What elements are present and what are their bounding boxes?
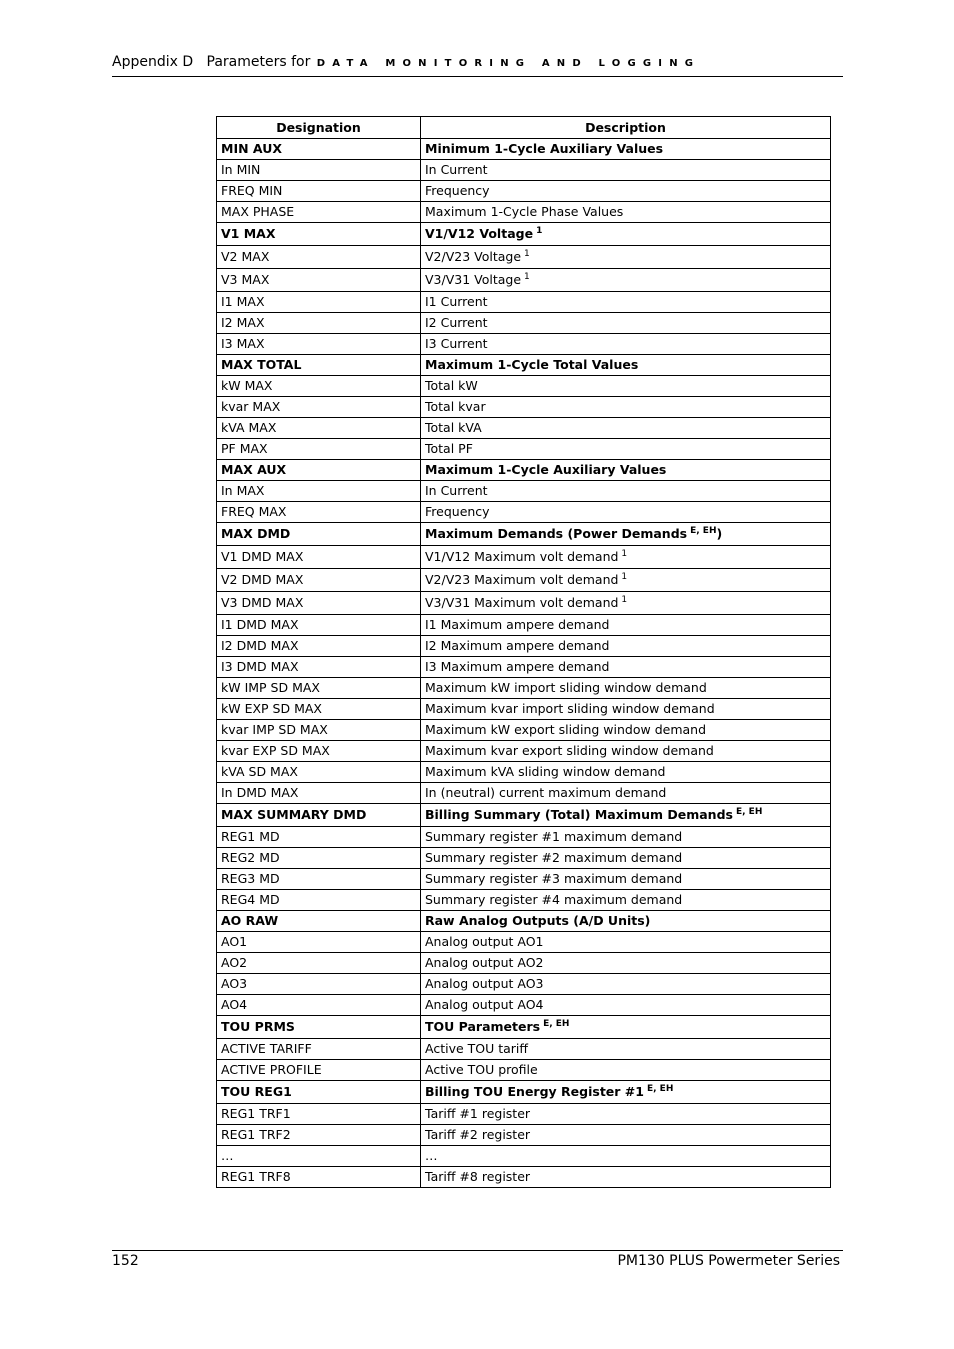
footnote-superscript: 1 [524, 249, 530, 259]
table-row [217, 1039, 831, 1060]
description-text: Analog output AO4 [425, 997, 544, 1012]
designation-cell: V1 DMD MAX [217, 546, 421, 569]
description-text: TOU Parameters [425, 1019, 541, 1034]
description-text: I1 Current [425, 294, 488, 309]
description-cell [421, 783, 831, 804]
table-row [217, 502, 831, 523]
description-text: In Current [425, 162, 488, 177]
table-row [217, 269, 831, 292]
description-cell [421, 502, 831, 523]
designation-cell: MAX TOTAL [217, 355, 421, 376]
table-row [217, 160, 831, 181]
description-cell [421, 1060, 831, 1081]
designation-cell: V3 MAX [217, 269, 421, 292]
table-row [217, 1125, 831, 1146]
description-cell [421, 1016, 831, 1039]
table-group-row [217, 911, 831, 932]
description-cell [421, 953, 831, 974]
description-cell [421, 932, 831, 953]
description-cell [421, 890, 831, 911]
footnote-superscript: E, EH [543, 1019, 570, 1029]
table-row [217, 292, 831, 313]
table-row [217, 699, 831, 720]
description-text: V1/V12 Voltage [425, 226, 534, 241]
designation-cell: kvar MAX [217, 397, 421, 418]
description-cell [421, 592, 831, 615]
page-number: 152 [112, 1253, 139, 1269]
table-row [217, 1167, 831, 1188]
designation-cell: MAX PHASE [217, 202, 421, 223]
description-cell [421, 657, 831, 678]
description-cell [421, 848, 831, 869]
description-cell [421, 804, 831, 827]
designation-cell: PF MAX [217, 439, 421, 460]
description-text: I3 Current [425, 336, 488, 351]
designation-cell: kW IMP SD MAX [217, 678, 421, 699]
description-cell [421, 762, 831, 783]
description-cell [421, 1081, 831, 1104]
description-cell [421, 1125, 831, 1146]
designation-cell: ACTIVE TARIFF [217, 1039, 421, 1060]
designation-cell: AO2 [217, 953, 421, 974]
footnote-superscript: 1 [536, 226, 543, 236]
table-row [217, 783, 831, 804]
table-group-row [217, 460, 831, 481]
designation-cell: MAX DMD [217, 523, 421, 546]
table-row [217, 741, 831, 762]
table-row [217, 615, 831, 636]
description-cell [421, 995, 831, 1016]
description-text: Active TOU tariff [425, 1041, 529, 1056]
table-row [217, 678, 831, 699]
description-cell [421, 397, 831, 418]
description-text: Maximum Demands (Power Demands [425, 526, 688, 541]
table-group-row [217, 355, 831, 376]
description-cell [421, 678, 831, 699]
description-text: In (neutral) current maximum demand [425, 785, 667, 800]
description-cell [421, 720, 831, 741]
designation-cell: AO RAW [217, 911, 421, 932]
designation-header: Designation [217, 117, 421, 139]
table-header-row [217, 117, 831, 139]
designation-cell: REG2 MD [217, 848, 421, 869]
description-text: I2 Maximum ampere demand [425, 638, 610, 653]
footnote-superscript: E, EH [646, 1084, 674, 1094]
designation-cell: MIN AUX [217, 139, 421, 160]
description-text: Maximum kW export sliding window demand [425, 722, 707, 737]
table-row [217, 481, 831, 502]
product-name: PM130 PLUS Powermeter Series [617, 1253, 840, 1269]
description-cell [421, 460, 831, 481]
footnote-superscript: 1 [524, 272, 530, 282]
designation-cell: TOU REG1 [217, 1081, 421, 1104]
description-cell [421, 546, 831, 569]
table-row [217, 418, 831, 439]
designation-cell: REG4 MD [217, 890, 421, 911]
description-cell [421, 223, 831, 246]
description-text: Maximum 1-Cycle Auxiliary Values [425, 462, 667, 477]
table-row [217, 334, 831, 355]
table-group-row [217, 523, 831, 546]
table-row [217, 246, 831, 269]
designation-cell: kVA SD MAX [217, 762, 421, 783]
table-row [217, 546, 831, 569]
appendix-label: Appendix D [112, 54, 194, 70]
description-text: Tariff #8 register [425, 1169, 531, 1184]
designation-cell: AO1 [217, 932, 421, 953]
description-text: I3 Maximum ampere demand [425, 659, 610, 674]
description-cell [421, 313, 831, 334]
table-row [217, 932, 831, 953]
table-row [217, 995, 831, 1016]
description-text: In Current [425, 483, 488, 498]
description-text: Summary register #3 maximum demand [425, 871, 683, 886]
table-row [217, 762, 831, 783]
table-row [217, 827, 831, 848]
designation-cell: REG1 TRF2 [217, 1125, 421, 1146]
description-text: Maximum kW import sliding window demand [425, 680, 707, 695]
description-cell [421, 699, 831, 720]
description-text: Billing TOU Energy Register #1 [425, 1084, 644, 1099]
designation-cell: AO3 [217, 974, 421, 995]
designation-cell: kvar IMP SD MAX [217, 720, 421, 741]
description-cell [421, 827, 831, 848]
designation-cell: REG3 MD [217, 869, 421, 890]
table-row [217, 397, 831, 418]
table-row [217, 569, 831, 592]
description-cell [421, 569, 831, 592]
table-row [217, 657, 831, 678]
designation-cell: REG1 TRF1 [217, 1104, 421, 1125]
description-text: V3/V31 Voltage [425, 272, 522, 287]
description-cell [421, 439, 831, 460]
header-title-spaced: DATA MONITORING AND LOGGING [316, 58, 701, 69]
description-cell [421, 355, 831, 376]
designation-cell: kW MAX [217, 376, 421, 397]
description-text: Frequency [425, 504, 490, 519]
description-text: Active TOU profile [425, 1062, 538, 1077]
table-row [217, 720, 831, 741]
table-row [217, 890, 831, 911]
description-cell [421, 523, 831, 546]
designation-cell: I3 DMD MAX [217, 657, 421, 678]
designation-cell: In MAX [217, 481, 421, 502]
description-text: Maximum kVA sliding window demand [425, 764, 666, 779]
table-row [217, 202, 831, 223]
designation-cell: MAX AUX [217, 460, 421, 481]
header-title-prefix: Parameters for [206, 54, 311, 70]
description-text: Total kVA [425, 420, 482, 435]
description-text: Maximum kvar import sliding window demand [425, 701, 715, 716]
description-text: V2/V23 Maximum volt demand [425, 572, 619, 587]
description-text: Total kW [425, 378, 478, 393]
parameters-table [216, 116, 831, 1188]
description-cell [421, 292, 831, 313]
description-cell [421, 911, 831, 932]
description-cell [421, 181, 831, 202]
description-cell [421, 741, 831, 762]
designation-cell: I1 MAX [217, 292, 421, 313]
description-text: Summary register #4 maximum demand [425, 892, 683, 907]
footnote-superscript: 1 [621, 549, 628, 559]
designation-cell: … [217, 1146, 421, 1167]
designation-cell: REG1 MD [217, 827, 421, 848]
description-cell [421, 636, 831, 657]
designation-cell: kVA MAX [217, 418, 421, 439]
table-group-row [217, 223, 831, 246]
description-cell [421, 869, 831, 890]
description-text: V3/V31 Maximum volt demand [425, 595, 619, 610]
description-text: Frequency [425, 183, 490, 198]
table-row [217, 376, 831, 397]
table-row [217, 1146, 831, 1167]
description-text: Maximum 1-Cycle Phase Values [425, 204, 624, 219]
description-text: Analog output AO2 [425, 955, 544, 970]
designation-cell: In DMD MAX [217, 783, 421, 804]
designation-cell: AO4 [217, 995, 421, 1016]
designation-cell: I1 DMD MAX [217, 615, 421, 636]
description-text: Maximum kvar export sliding window demand [425, 743, 714, 758]
description-cell [421, 1167, 831, 1188]
description-cell [421, 1039, 831, 1060]
description-text: Minimum 1-Cycle Auxiliary Values [425, 141, 664, 156]
description-text: V2/V23 Voltage [425, 249, 522, 264]
table-group-row [217, 139, 831, 160]
designation-cell: TOU PRMS [217, 1016, 421, 1039]
description-text: Maximum 1-Cycle Total Values [425, 357, 639, 372]
footer-divider [112, 1250, 843, 1251]
description-cell [421, 615, 831, 636]
description-cell [421, 160, 831, 181]
description-cell [421, 269, 831, 292]
table-row [217, 636, 831, 657]
table-group-row [217, 804, 831, 827]
description-cell [421, 334, 831, 355]
footnote-superscript: E, EH [690, 526, 717, 536]
table-group-row [217, 1081, 831, 1104]
description-text: Raw Analog Outputs (A/D Units) [425, 913, 651, 928]
designation-cell: V3 DMD MAX [217, 592, 421, 615]
description-text: Tariff #1 register [425, 1106, 531, 1121]
description-cell [421, 202, 831, 223]
description-cell [421, 1146, 831, 1167]
designation-cell: I2 DMD MAX [217, 636, 421, 657]
description-text: I2 Current [425, 315, 488, 330]
description-cell [421, 139, 831, 160]
designation-cell: kvar EXP SD MAX [217, 741, 421, 762]
designation-cell: In MIN [217, 160, 421, 181]
description-cell [421, 974, 831, 995]
designation-cell: V2 DMD MAX [217, 569, 421, 592]
description-cell [421, 1104, 831, 1125]
description-text: Tariff #2 register [425, 1127, 531, 1142]
description-header: Description [421, 117, 831, 139]
description-text: … [425, 1148, 438, 1163]
description-text: Summary register #1 maximum demand [425, 829, 683, 844]
table-row [217, 181, 831, 202]
description-cell [421, 481, 831, 502]
description-text: Billing Summary (Total) Maximum Demands [425, 807, 733, 822]
designation-cell: ACTIVE PROFILE [217, 1060, 421, 1081]
table-row [217, 313, 831, 334]
description-suffix: ) [716, 526, 723, 541]
table-row [217, 869, 831, 890]
designation-cell: V1 MAX [217, 223, 421, 246]
table-row [217, 592, 831, 615]
page-header [112, 54, 843, 77]
designation-cell: I2 MAX [217, 313, 421, 334]
description-text: Total PF [425, 441, 473, 456]
designation-cell: REG1 TRF8 [217, 1167, 421, 1188]
designation-cell: FREQ MIN [217, 181, 421, 202]
table-row [217, 848, 831, 869]
table-body [217, 139, 831, 1188]
designation-cell: V2 MAX [217, 246, 421, 269]
description-cell [421, 418, 831, 439]
description-text: Summary register #2 maximum demand [425, 850, 683, 865]
table-row [217, 439, 831, 460]
designation-cell: MAX SUMMARY DMD [217, 804, 421, 827]
table-row [217, 1060, 831, 1081]
description-text: Analog output AO3 [425, 976, 544, 991]
designation-cell: FREQ MAX [217, 502, 421, 523]
description-text: Analog output AO1 [425, 934, 544, 949]
table-row [217, 1104, 831, 1125]
footnote-superscript: E, EH [735, 807, 763, 817]
table-group-row [217, 1016, 831, 1039]
description-text: V1/V12 Maximum volt demand [425, 549, 619, 564]
designation-cell: I3 MAX [217, 334, 421, 355]
footnote-superscript: 1 [621, 572, 628, 582]
designation-cell: kW EXP SD MAX [217, 699, 421, 720]
description-text: Total kvar [425, 399, 486, 414]
table-row [217, 974, 831, 995]
description-text: I1 Maximum ampere demand [425, 617, 610, 632]
table-row [217, 953, 831, 974]
description-cell [421, 376, 831, 397]
description-cell [421, 246, 831, 269]
footnote-superscript: 1 [621, 595, 628, 605]
